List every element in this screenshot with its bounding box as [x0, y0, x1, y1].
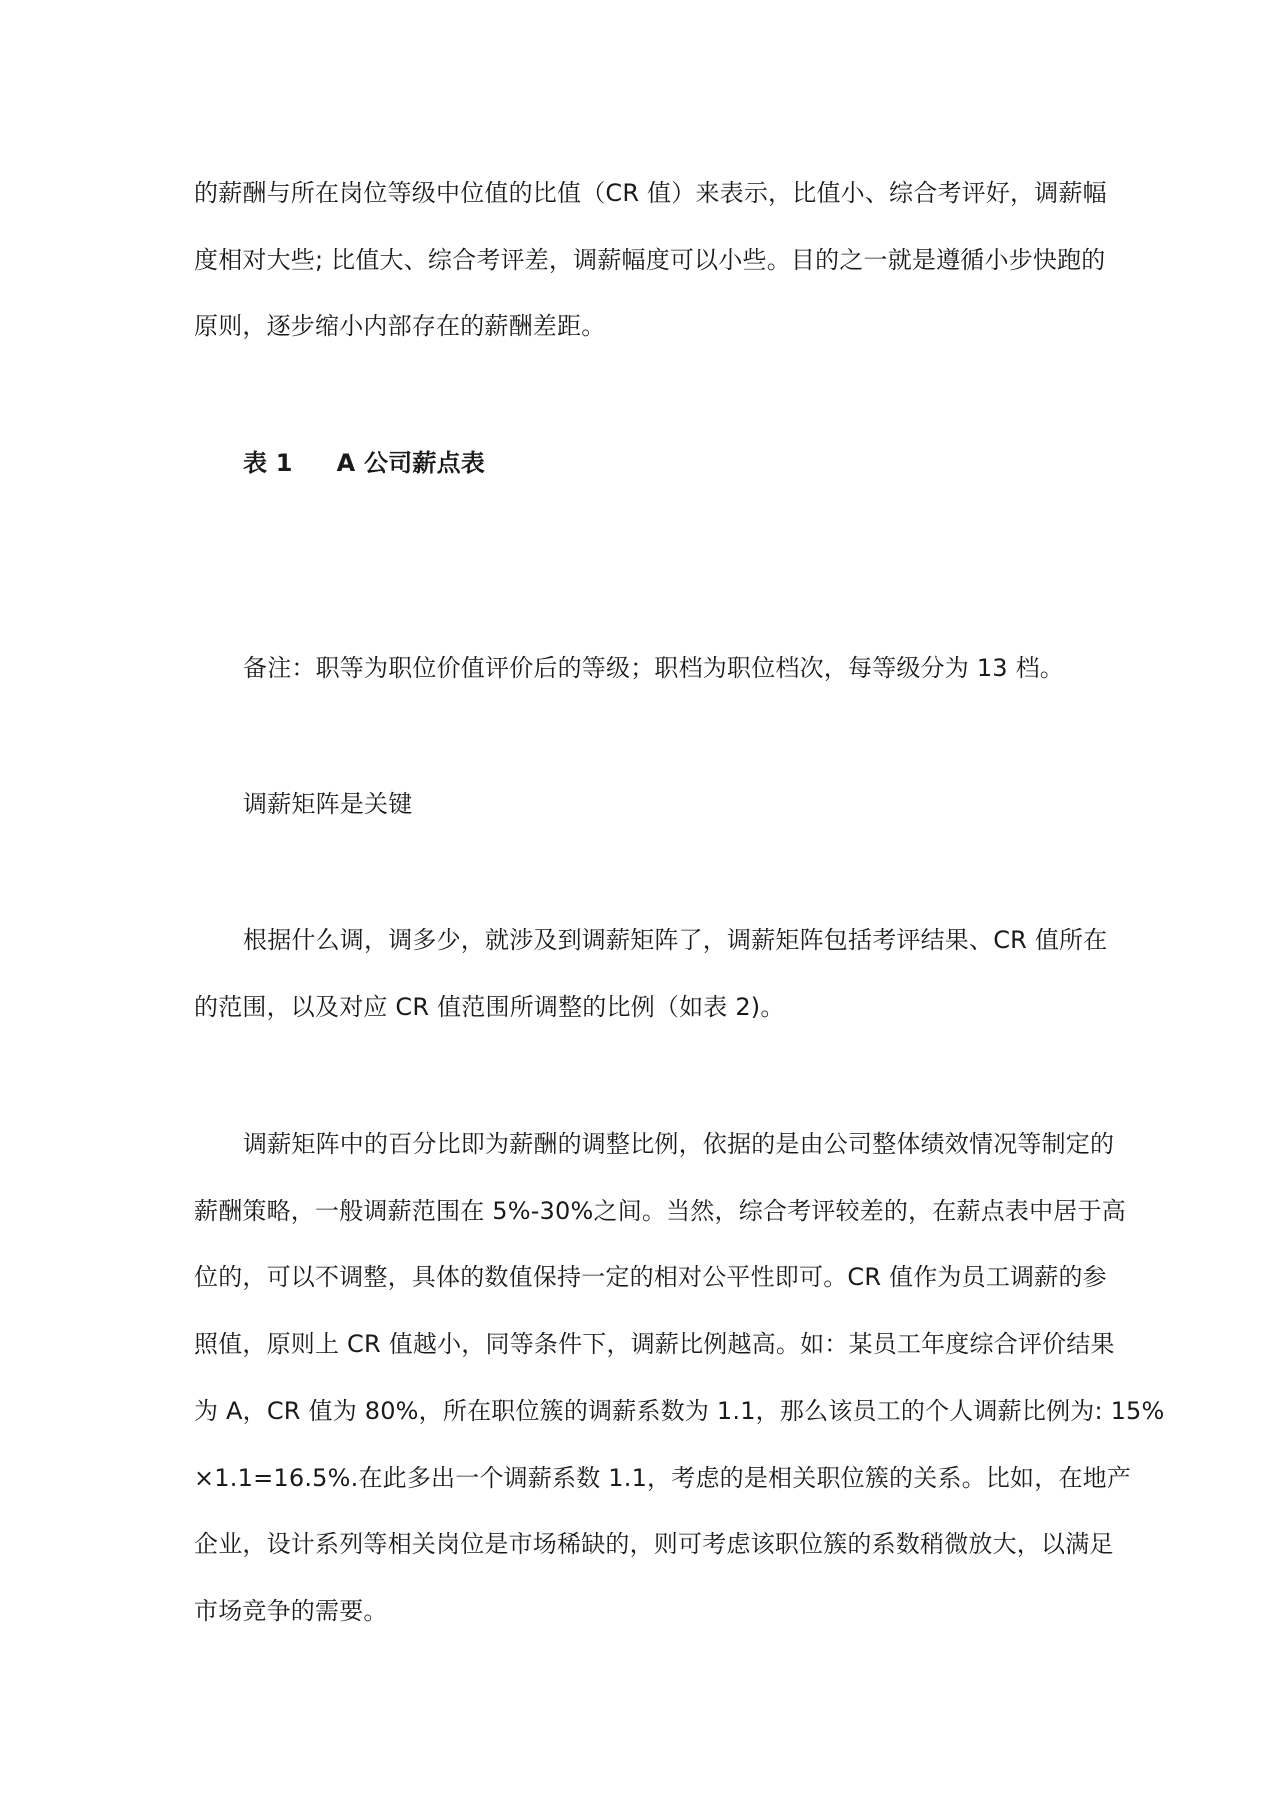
- paragraph-1-line-1: 的薪酬与所在岗位等级中位值的比值（CR 值）来表示，比值小、综合考评好，调薪幅: [194, 179, 1107, 207]
- paragraph-3-line-6: ×1.1=16.5%.在此多出一个调薪系数 1.1，考虑的是相关职位簇的关系。比如，在地产: [194, 1464, 1132, 1492]
- paragraph-3-line-3: 位的，可以不调整，具体的数值保持一定的相对公平性即可。CR 值作为员工调薪的参: [194, 1263, 1107, 1291]
- paragraph-2-line-2: 的范围，以及对应 CR 值范围所调整的比例（如表 2)。: [194, 993, 785, 1021]
- paragraph-3-line-2: 薪酬策略，一般调薪范围在 5%-30%之间。当然，综合考评较差的，在薪点表中居于高: [194, 1197, 1126, 1225]
- paragraph-3-line-1: 调薪矩阵中的百分比即为薪酬的调整比例，依据的是由公司整体绩效情况等制定的: [243, 1130, 1115, 1158]
- table-note: 备注：职等为职位价值评价后的等级；职档为职位档次，每等级分为 13 档。: [243, 654, 1064, 682]
- paragraph-3-line-4: 照值，原则上 CR 值越小，同等条件下，调薪比例越高。如：某员工年度综合评价结果: [194, 1330, 1115, 1358]
- section-heading: 调薪矩阵是关键: [243, 790, 413, 818]
- paragraph-3-line-8: 市场竞争的需要。: [194, 1597, 388, 1625]
- paragraph-3-line-7: 企业，设计系列等相关岗位是市场稀缺的，则可考虑该职位簇的系数稍微放大，以满足: [194, 1530, 1114, 1558]
- table-title: [243, 446, 485, 480]
- paragraph-3-line-5: 为 A，CR 值为 80%，所在职位簇的调薪系数为 1.1，那么该员工的个人调薪比例为: 15%: [194, 1397, 1165, 1425]
- paragraph-1-line-3: 原则，逐步缩小内部存在的薪酬差距。: [194, 312, 606, 340]
- table-name: A 公司薪点表: [336, 449, 485, 477]
- paragraph-1-line-2: 度相对大些; 比值大、综合考评差，调薪幅度可以小些。目的之一就是遵循小步快跑的: [194, 246, 1106, 274]
- table-number: 表 1: [243, 449, 293, 477]
- paragraph-2-line-1: 根据什么调，调多少，就涉及到调薪矩阵了，调薪矩阵包括考评结果、CR 值所在: [243, 926, 1108, 954]
